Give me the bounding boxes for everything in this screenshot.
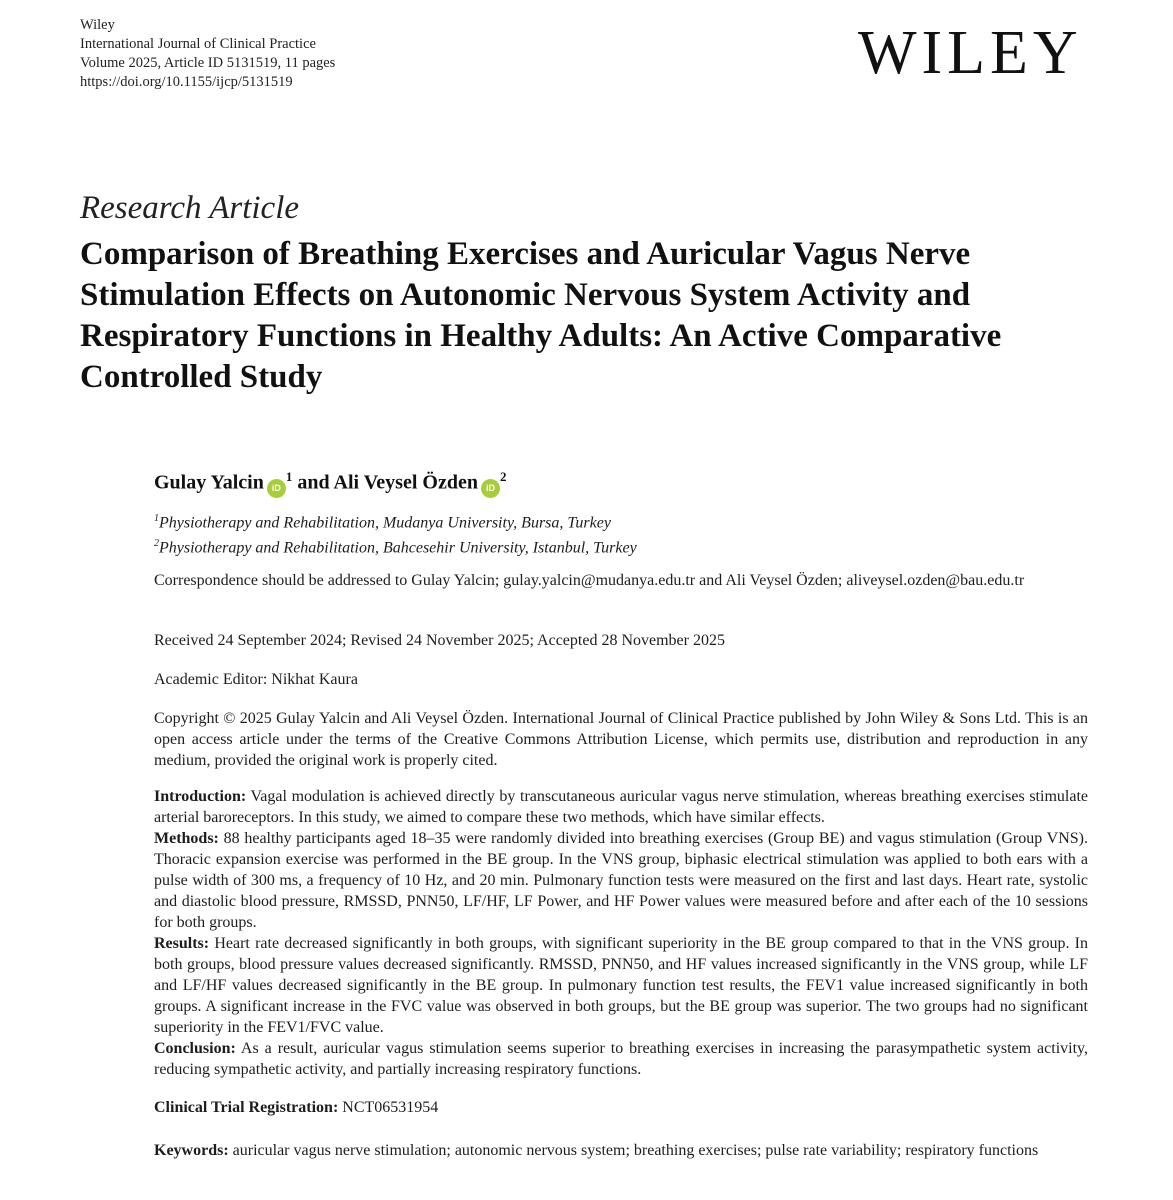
abstract-methods [154,828,1088,933]
section-text: 88 healthy participants aged 18–35 were randomly divided into breathing exercises (Group BE) and vagus stimulation (Group VNS). Thoracic expansion exercise was performed in the BE group. In the VNS group, biphasic electrical stimulation was applied to both ears with a pulse width of 300 ms, a frequency of 10 Hz, and 20 min. Pulmonary function tests were measured on the first and last days. Heart rate, systolic and diastolic blood pressure, RMSSD, PNN50, LF/HF, LF Power, and HF Power values were measured before and after each of the 10 sessions for both groups. [154,830,1089,931]
article-type: Research Article [80,190,300,226]
author-affiliation-mark: 2 [499,469,507,484]
orcid-icon[interactable]: iD [267,479,286,498]
section-text: Vagal modulation is achieved directly by transcutaneous auricular vagus nerve stimulation, whereas breathing exercises stimulate arterial baroreceptors. In this study, we aimed to compare these two methods, which have similar effects. [154,788,1088,826]
copyright-notice: Copyright © 2025 Gulay Yalcin and Ali Veysel Özden. International Journal of Clinical Practice published by John Wiley & Sons Ltd. This is an open access article under the terms of the Creative Commons Attribution License, which permits use, distribution and reproduction in any medium, provided the original work is properly cited. [154,710,1088,769]
abstract [154,786,1088,1080]
abstract-conclusion [154,1038,1088,1080]
author-name: Ali Veysel Özden [333,471,478,494]
journal-header [80,16,335,92]
author-connector: and [297,471,330,494]
section-label: Results: [154,935,210,952]
publisher-name: Wiley [80,17,115,33]
author-affiliation-mark: 1 [285,469,293,484]
abstract-introduction [154,786,1088,828]
affiliation-text: Physiotherapy and Rehabilitation, Mudanya University, Bursa, Turkey [159,514,611,532]
author-list [154,462,506,498]
trial-id: NCT06531954 [342,1099,439,1116]
keywords [154,1140,1088,1161]
section-label: Keywords: [154,1142,229,1159]
section-label: Introduction: [154,788,247,805]
article-title: Comparison of Breathing Exercises and Auricular Vagus Nerve Stimulation Effects on Autonomic Nervous System Activity and Respiratory Functions in Healthy Adults: An Active Comparative Controlled Study [80,236,1002,395]
orcid-icon[interactable]: iD [481,479,500,498]
section-label: Clinical Trial Registration: [154,1099,339,1116]
author-name: Gulay Yalcin [154,471,264,494]
section-label: Methods: [154,830,219,847]
section-text: As a result, auricular vagus stimulation seems superior to breathing exercises in increasing the parasympathetic system activity, reducing sympathetic activity, and partially increasing respiratory functions. [154,1040,1088,1078]
journal-name: International Journal of Clinical Practice [80,36,316,52]
volume-line: Volume 2025, Article ID 5131519, 11 pages [80,55,336,71]
affiliation-line [154,508,1088,533]
section-label: Conclusion: [154,1040,236,1057]
doi-link[interactable]: https://doi.org/10.1155/ijcp/5131519 [80,74,293,90]
affiliations [154,508,1088,559]
affiliation-mark: 2 [154,538,159,550]
abstract-results [154,933,1088,1038]
affiliation-line [154,533,1088,558]
publication-dates: Received 24 September 2024; Revised 24 November 2025; Accepted 28 November 2025 [154,632,725,649]
correspondence: Correspondence should be addressed to Gulay Yalcin; gulay.yalcin@mudanya.edu.tr and Ali Veysel Özden; aliveysel.ozden@bau.edu.tr [154,572,1025,589]
affiliation-mark: 1 [154,513,159,524]
affiliation-text: Physiotherapy and Rehabilitation, Bahcesehir University, Istanbul, Turkey [159,539,637,557]
wiley-logo: WILEY [858,19,1083,87]
keywords-text: auricular vagus nerve stimulation; autonomic nervous system; breathing exercises; pulse rate variability; respiratory functions [232,1142,1039,1159]
clinical-trial-registration [154,1097,1088,1118]
academic-editor: Academic Editor: Nikhat Kaura [154,671,358,688]
section-text: Heart rate decreased significantly in both groups, with significant superiority in the BE group compared to that in the VNS group. In both groups, blood pressure values decreased significantly. RMSSD, PNN50, and HF values increased significantly in the VNS group, while LF and LF/HF values decreased significantly in the BE group. In pulmonary function test results, the FEV1 value increased significantly in both groups. A significant increase in the FVC value was observed in both groups, but the BE group was superior. The two groups had no significant superiority in the FEV1/FVC value. [154,935,1089,1036]
